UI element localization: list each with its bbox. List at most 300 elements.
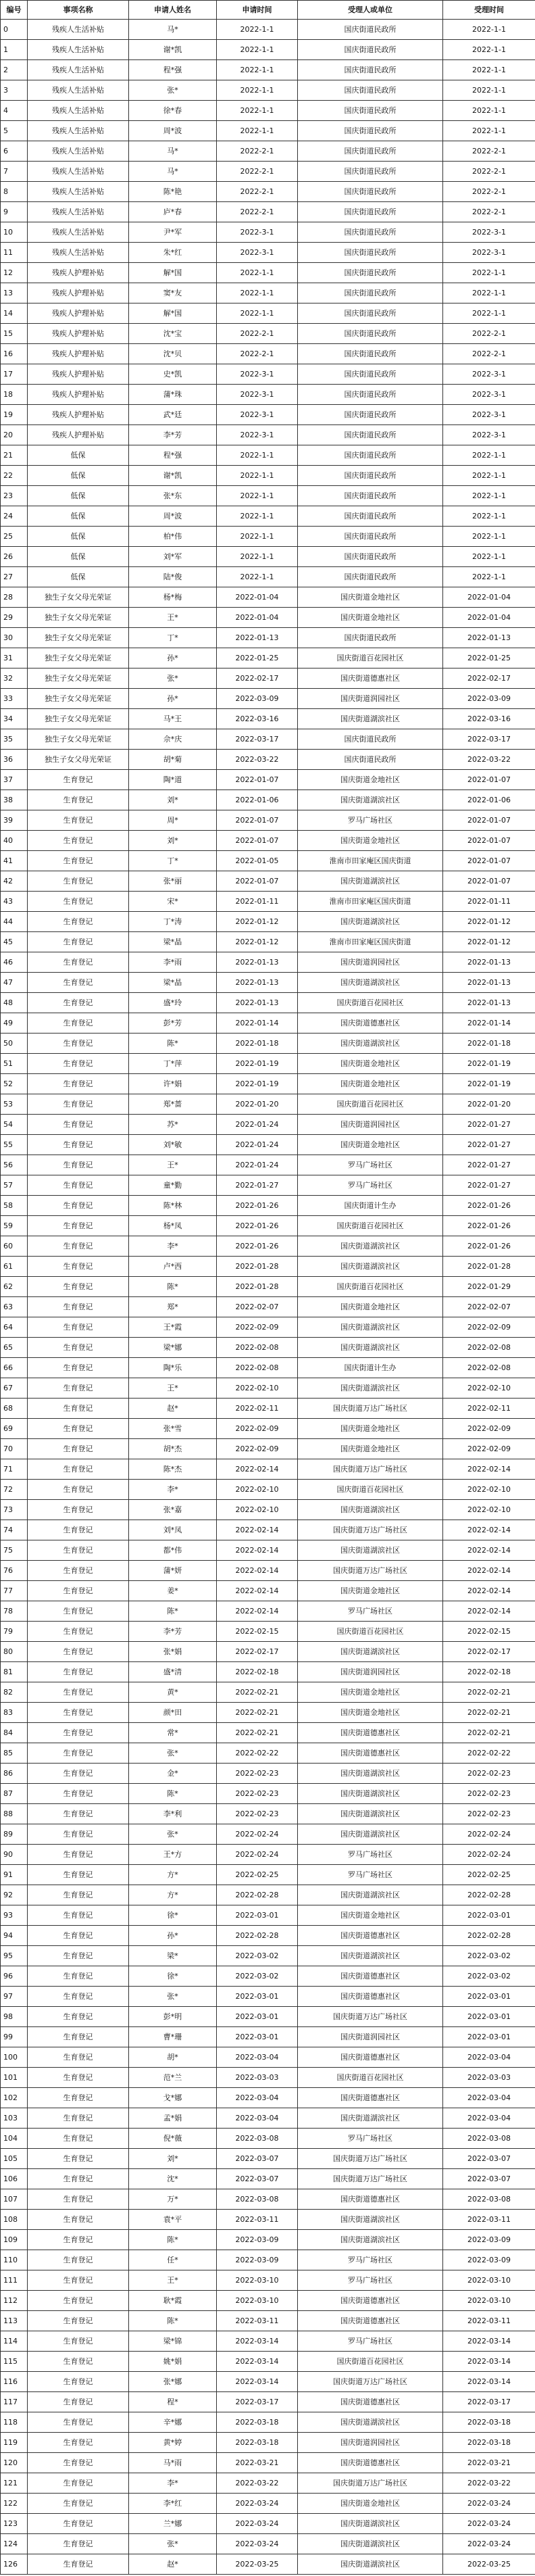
- cell-accept-date: 2022-03-25: [443, 2554, 535, 2575]
- cell-accept-date: 2022-03-10: [443, 2291, 535, 2311]
- cell-apply-date: 2022-03-08: [217, 2189, 298, 2210]
- cell-apply-date: 2022-01-28: [217, 1277, 298, 1297]
- cell-applicant: 张*东: [129, 486, 217, 506]
- cell-id: 122: [1, 2494, 28, 2514]
- cell-item-name: 低保: [28, 486, 129, 506]
- cell-item-name: 生育登记: [28, 973, 129, 993]
- cell-id: 30: [1, 628, 28, 648]
- table-row: [1, 405, 535, 425]
- cell-accept-date: 2022-02-14: [443, 1601, 535, 1622]
- table-row: [1, 466, 535, 486]
- cell-handler: 国庆街道德惠社区: [298, 2047, 443, 2068]
- cell-item-name: 生育登记: [28, 1824, 129, 1845]
- cell-id: 39: [1, 810, 28, 831]
- cell-handler: 国庆街道金地社区: [298, 1703, 443, 1723]
- table-row: [1, 1845, 535, 1865]
- cell-accept-date: 2022-02-14: [443, 1561, 535, 1581]
- cell-applicant: 赵*: [129, 1399, 217, 1419]
- cell-accept-date: 2022-1-1: [443, 445, 535, 466]
- cell-accept-date: 2022-01-27: [443, 1175, 535, 1196]
- cell-applicant: 张*: [129, 80, 217, 101]
- cell-id: 55: [1, 1135, 28, 1155]
- cell-item-name: 生育登记: [28, 2250, 129, 2270]
- table-row: [1, 2047, 535, 2068]
- cell-handler: 国庆街道民政所: [298, 60, 443, 80]
- cell-item-name: 生育登记: [28, 2453, 129, 2473]
- cell-apply-date: 2022-03-10: [217, 2270, 298, 2291]
- cell-handler: 国庆街道民政所: [298, 222, 443, 243]
- cell-handler: 国庆街道民政所: [298, 486, 443, 506]
- cell-id: 65: [1, 1338, 28, 1358]
- cell-accept-date: 2022-03-17: [443, 729, 535, 750]
- cell-accept-date: 2022-03-02: [443, 1966, 535, 1987]
- cell-applicant: 张*嘉: [129, 1500, 217, 1520]
- cell-applicant: 徐*: [129, 1905, 217, 1926]
- cell-item-name: 独生子女父母光荣证: [28, 648, 129, 669]
- table-row: [1, 1987, 535, 2007]
- cell-id: 60: [1, 1236, 28, 1257]
- cell-apply-date: 2022-01-12: [217, 932, 298, 952]
- cell-applicant: 曹*珊: [129, 2027, 217, 2047]
- cell-accept-date: 2022-03-24: [443, 2514, 535, 2534]
- table-row: [1, 324, 535, 344]
- cell-handler: 国庆街道民政所: [298, 750, 443, 770]
- cell-applicant: 蒲*妍: [129, 1561, 217, 1581]
- table-row: [1, 1480, 535, 1500]
- cell-apply-date: 2022-03-24: [217, 2514, 298, 2534]
- cell-applicant: 刘*: [129, 790, 217, 810]
- cell-id: 35: [1, 729, 28, 750]
- table-row: [1, 1094, 535, 1115]
- cell-applicant: 沈*: [129, 2169, 217, 2189]
- cell-id: 101: [1, 2068, 28, 2088]
- cell-apply-date: 2022-02-11: [217, 1399, 298, 1419]
- table-row: [1, 243, 535, 263]
- cell-handler: 国庆街道百花园社区: [298, 1277, 443, 1297]
- cell-apply-date: 2022-02-14: [217, 1520, 298, 1540]
- table-row: [1, 2007, 535, 2027]
- cell-apply-date: 2022-03-16: [217, 709, 298, 729]
- cell-handler: 国庆街道民政所: [298, 567, 443, 587]
- cell-handler: 国庆街道德惠社区: [298, 669, 443, 689]
- cell-handler: 国庆街道湖滨社区: [298, 1378, 443, 1399]
- cell-accept-date: 2022-01-13: [443, 952, 535, 973]
- cell-accept-date: 2022-1-1: [443, 40, 535, 60]
- cell-applicant: 宋*: [129, 892, 217, 912]
- cell-accept-date: 2022-03-09: [443, 2230, 535, 2250]
- cell-id: 24: [1, 506, 28, 527]
- cell-apply-date: 2022-1-1: [217, 506, 298, 527]
- cell-item-name: 生育登记: [28, 2270, 129, 2291]
- cell-handler: 国庆街道金地社区: [298, 1135, 443, 1155]
- table-row: [1, 1946, 535, 1966]
- cell-handler: 国庆街道万达广场社区: [298, 2007, 443, 2027]
- header-row: [1, 1, 535, 20]
- cell-applicant: 王*: [129, 2270, 217, 2291]
- cell-item-name: 生育登记: [28, 1581, 129, 1601]
- cell-id: 74: [1, 1520, 28, 1540]
- cell-accept-date: 2022-02-18: [443, 1662, 535, 1682]
- cell-item-name: 生育登记: [28, 1500, 129, 1520]
- cell-apply-date: 2022-02-14: [217, 1459, 298, 1480]
- cell-handler: 国庆街道湖滨社区: [298, 1946, 443, 1966]
- cell-accept-date: 2022-03-22: [443, 750, 535, 770]
- cell-apply-date: 2022-02-14: [217, 1581, 298, 1601]
- cell-id: 93: [1, 1905, 28, 1926]
- cell-apply-date: 2022-03-11: [217, 2311, 298, 2331]
- cell-id: 20: [1, 425, 28, 445]
- cell-handler: 国庆街道金地社区: [298, 1419, 443, 1439]
- cell-handler: 国庆街道润园社区: [298, 689, 443, 709]
- cell-applicant: 卢*西: [129, 1257, 217, 1277]
- cell-id: 113: [1, 2311, 28, 2331]
- cell-accept-date: 2022-01-27: [443, 1135, 535, 1155]
- cell-accept-date: 2022-01-19: [443, 1074, 535, 1094]
- cell-accept-date: 2022-03-11: [443, 2210, 535, 2230]
- cell-accept-date: 2022-03-01: [443, 2007, 535, 2027]
- table-row: [1, 162, 535, 182]
- cell-applicant: 李*: [129, 1480, 217, 1500]
- cell-id: 84: [1, 1723, 28, 1743]
- cell-applicant: 张*: [129, 1743, 217, 1764]
- cell-handler: 国庆街道民政所: [298, 101, 443, 121]
- cell-applicant: 黄*: [129, 1682, 217, 1703]
- cell-handler: 国庆街道湖滨社区: [298, 912, 443, 932]
- cell-id: 83: [1, 1703, 28, 1723]
- cell-apply-date: 2022-03-21: [217, 2453, 298, 2473]
- cell-apply-date: 2022-2-1: [217, 182, 298, 202]
- table-row: [1, 1905, 535, 1926]
- cell-item-name: 低保: [28, 527, 129, 547]
- table-row: [1, 2311, 535, 2331]
- cell-id: 116: [1, 2372, 28, 2392]
- table-row: [1, 60, 535, 80]
- cell-handler: 国庆街道德惠社区: [298, 2392, 443, 2412]
- cell-accept-date: 2022-03-07: [443, 2149, 535, 2169]
- cell-item-name: 生育登记: [28, 2291, 129, 2311]
- table-row: [1, 2129, 535, 2149]
- cell-accept-date: 2022-02-14: [443, 1520, 535, 1540]
- cell-applicant: 辛*娜: [129, 2412, 217, 2433]
- cell-apply-date: 2022-01-19: [217, 1074, 298, 1094]
- cell-applicant: 张*: [129, 1987, 217, 2007]
- table-row: [1, 567, 535, 587]
- cell-item-name: 残疾人护理补贴: [28, 283, 129, 303]
- cell-apply-date: 2022-02-10: [217, 1480, 298, 1500]
- table-row: [1, 344, 535, 364]
- cell-accept-date: 2022-01-06: [443, 790, 535, 810]
- cell-applicant: 陈*: [129, 1601, 217, 1622]
- cell-id: 95: [1, 1946, 28, 1966]
- cell-item-name: 残疾人护理补贴: [28, 425, 129, 445]
- cell-id: 36: [1, 750, 28, 770]
- cell-apply-date: 2022-01-07: [217, 871, 298, 892]
- cell-item-name: 生育登记: [28, 831, 129, 851]
- cell-id: 44: [1, 912, 28, 932]
- cell-apply-date: 2022-2-1: [217, 202, 298, 222]
- cell-item-name: 残疾人生活补贴: [28, 202, 129, 222]
- cell-applicant: 万*: [129, 2189, 217, 2210]
- cell-id: 54: [1, 1115, 28, 1135]
- cell-item-name: 残疾人生活补贴: [28, 182, 129, 202]
- cell-handler: 国庆街道湖滨社区: [298, 2534, 443, 2554]
- cell-id: 108: [1, 2210, 28, 2230]
- table-row: [1, 1824, 535, 1845]
- cell-item-name: 生育登记: [28, 1155, 129, 1175]
- cell-item-name: 生育登记: [28, 1074, 129, 1094]
- cell-item-name: 生育登记: [28, 2514, 129, 2534]
- cell-item-name: 生育登记: [28, 1094, 129, 1115]
- table-row: [1, 1682, 535, 1703]
- cell-id: 34: [1, 709, 28, 729]
- cell-applicant: 陈*: [129, 2311, 217, 2331]
- cell-id: 111: [1, 2270, 28, 2291]
- cell-item-name: 生育登记: [28, 871, 129, 892]
- cell-accept-date: 2022-03-10: [443, 2270, 535, 2291]
- cell-item-name: 生育登记: [28, 1885, 129, 1905]
- table-row: [1, 871, 535, 892]
- cell-apply-date: 2022-02-10: [217, 1378, 298, 1399]
- table-row: [1, 2453, 535, 2473]
- cell-item-name: 生育登记: [28, 993, 129, 1013]
- cell-item-name: 低保: [28, 547, 129, 567]
- cell-item-name: 残疾人生活补贴: [28, 141, 129, 162]
- cell-item-name: 生育登记: [28, 1257, 129, 1277]
- cell-id: 100: [1, 2047, 28, 2068]
- cell-accept-date: 2022-1-1: [443, 303, 535, 324]
- cell-applicant: 李*利: [129, 1804, 217, 1824]
- table-row: [1, 709, 535, 729]
- cell-handler: 国庆街道万达广场社区: [298, 2473, 443, 2494]
- cell-item-name: 生育登记: [28, 2554, 129, 2575]
- cell-accept-date: 2022-03-18: [443, 2433, 535, 2453]
- cell-apply-date: 2022-3-1: [217, 222, 298, 243]
- cell-apply-date: 2022-01-06: [217, 790, 298, 810]
- cell-handler: 国庆街道百花园社区: [298, 993, 443, 1013]
- cell-accept-date: 2022-02-14: [443, 1540, 535, 1561]
- cell-id: 31: [1, 648, 28, 669]
- cell-handler: 国庆街道金地社区: [298, 1905, 443, 1926]
- cell-item-name: 生育登记: [28, 2534, 129, 2554]
- cell-item-name: 生育登记: [28, 2129, 129, 2149]
- cell-handler: 国庆街道湖滨社区: [298, 1804, 443, 1824]
- cell-applicant: 武*廷: [129, 405, 217, 425]
- cell-id: 102: [1, 2088, 28, 2108]
- cell-apply-date: 2022-02-25: [217, 1865, 298, 1885]
- cell-apply-date: 2022-02-17: [217, 1642, 298, 1662]
- cell-id: 14: [1, 303, 28, 324]
- cell-apply-date: 2022-03-09: [217, 2250, 298, 2270]
- table-row: [1, 608, 535, 628]
- cell-id: 90: [1, 1845, 28, 1865]
- cell-accept-date: 2022-03-03: [443, 2068, 535, 2088]
- cell-apply-date: 2022-2-1: [217, 344, 298, 364]
- cell-accept-date: 2022-01-13: [443, 973, 535, 993]
- cell-id: 58: [1, 1196, 28, 1216]
- cell-accept-date: 2022-03-02: [443, 1946, 535, 1966]
- cell-id: 59: [1, 1216, 28, 1236]
- cell-apply-date: 2022-02-23: [217, 1764, 298, 1784]
- cell-item-name: 生育登记: [28, 1175, 129, 1196]
- cell-id: 33: [1, 689, 28, 709]
- table-row: [1, 202, 535, 222]
- cell-item-name: 残疾人生活补贴: [28, 80, 129, 101]
- cell-handler: 国庆街道民政所: [298, 547, 443, 567]
- cell-item-name: 生育登记: [28, 2494, 129, 2514]
- cell-accept-date: 2022-2-1: [443, 141, 535, 162]
- cell-accept-date: 2022-01-25: [443, 648, 535, 669]
- cell-id: 26: [1, 547, 28, 567]
- cell-apply-date: 2022-01-14: [217, 1013, 298, 1034]
- table-row: [1, 1723, 535, 1743]
- table-header: [1, 1, 535, 20]
- cell-item-name: 生育登记: [28, 1277, 129, 1297]
- cell-item-name: 生育登记: [28, 2189, 129, 2210]
- table-row: [1, 2352, 535, 2372]
- cell-handler: 国庆街道德惠社区: [298, 1987, 443, 2007]
- cell-applicant: 戈*娜: [129, 2088, 217, 2108]
- cell-apply-date: 2022-02-08: [217, 1338, 298, 1358]
- cell-id: 80: [1, 1642, 28, 1662]
- cell-apply-date: 2022-02-14: [217, 1540, 298, 1561]
- cell-applicant: 李*: [129, 1236, 217, 1257]
- cell-applicant: 孙*: [129, 1926, 217, 1946]
- cell-apply-date: 2022-03-24: [217, 2534, 298, 2554]
- cell-id: 106: [1, 2169, 28, 2189]
- cell-handler: 国庆街道德惠社区: [298, 2088, 443, 2108]
- cell-id: 62: [1, 1277, 28, 1297]
- cell-handler: 国庆街道民政所: [298, 80, 443, 101]
- cell-applicant: 陆*俊: [129, 567, 217, 587]
- table-row: [1, 1459, 535, 1480]
- cell-apply-date: 2022-01-26: [217, 1236, 298, 1257]
- cell-handler: 国庆街道湖滨社区: [298, 1500, 443, 1520]
- header-item-name: 事项名称: [28, 1, 129, 20]
- cell-handler: 淮南市田家庵区国庆街道: [298, 932, 443, 952]
- cell-accept-date: 2022-03-14: [443, 2372, 535, 2392]
- cell-accept-date: 2022-01-27: [443, 1155, 535, 1175]
- cell-item-name: 生育登记: [28, 1196, 129, 1216]
- cell-accept-date: 2022-2-1: [443, 162, 535, 182]
- cell-applicant: 李*芳: [129, 425, 217, 445]
- table-row: [1, 1135, 535, 1155]
- cell-item-name: 残疾人生活补贴: [28, 121, 129, 141]
- cell-accept-date: 2022-02-09: [443, 1419, 535, 1439]
- cell-accept-date: 2022-01-26: [443, 1196, 535, 1216]
- cell-apply-date: 2022-02-28: [217, 1926, 298, 1946]
- table-row: [1, 1865, 535, 1885]
- table-row: [1, 527, 535, 547]
- cell-applicant: 盛*玲: [129, 993, 217, 1013]
- cell-applicant: 王*: [129, 1155, 217, 1175]
- cell-id: 61: [1, 1257, 28, 1277]
- table-row: [1, 101, 535, 121]
- cell-handler: 国庆街道民政所: [298, 628, 443, 648]
- cell-applicant: 盛*清: [129, 1662, 217, 1682]
- cell-id: 85: [1, 1743, 28, 1764]
- cell-id: 91: [1, 1865, 28, 1885]
- cell-item-name: 生育登记: [28, 1419, 129, 1439]
- cell-accept-date: 2022-03-04: [443, 2047, 535, 2068]
- table-row: [1, 952, 535, 973]
- cell-apply-date: 2022-03-14: [217, 2372, 298, 2392]
- cell-item-name: 残疾人护理补贴: [28, 364, 129, 385]
- cell-applicant: 许*娟: [129, 1074, 217, 1094]
- cell-handler: 罗马广场社区: [298, 1175, 443, 1196]
- cell-accept-date: 2022-1-1: [443, 101, 535, 121]
- cell-handler: 国庆街道湖滨社区: [298, 1540, 443, 1561]
- cell-applicant: 陈*: [129, 1277, 217, 1297]
- cell-id: 11: [1, 243, 28, 263]
- table-row: [1, 182, 535, 202]
- cell-item-name: 独生子女父母光荣证: [28, 729, 129, 750]
- cell-handler: 国庆街道湖滨社区: [298, 2554, 443, 2575]
- table-row: [1, 1277, 535, 1297]
- cell-handler: 罗马广场社区: [298, 2331, 443, 2352]
- table-row: [1, 1317, 535, 1338]
- cell-accept-date: 2022-01-11: [443, 892, 535, 912]
- cell-apply-date: 2022-01-24: [217, 1135, 298, 1155]
- cell-item-name: 生育登记: [28, 1378, 129, 1399]
- cell-handler: 国庆街道民政所: [298, 466, 443, 486]
- table-row: [1, 40, 535, 60]
- cell-item-name: 生育登记: [28, 1764, 129, 1784]
- table-row: [1, 445, 535, 466]
- cell-handler: 国庆街道民政所: [298, 385, 443, 405]
- cell-applicant: 郑*蔷: [129, 1094, 217, 1115]
- table-row: [1, 810, 535, 831]
- cell-item-name: 生育登记: [28, 2047, 129, 2068]
- cell-accept-date: 2022-01-19: [443, 1054, 535, 1074]
- cell-applicant: 兰*娜: [129, 2514, 217, 2534]
- table-row: [1, 1743, 535, 1764]
- table-row: [1, 2088, 535, 2108]
- table-row: [1, 790, 535, 810]
- cell-handler: 国庆街道民政所: [298, 344, 443, 364]
- cell-handler: 国庆街道民政所: [298, 364, 443, 385]
- cell-accept-date: 2022-01-07: [443, 810, 535, 831]
- cell-applicant: 沈*宝: [129, 324, 217, 344]
- cell-applicant: 程*强: [129, 445, 217, 466]
- cell-item-name: 独生子女父母光荣证: [28, 587, 129, 608]
- cell-accept-date: 2022-02-10: [443, 1500, 535, 1520]
- cell-apply-date: 2022-1-1: [217, 303, 298, 324]
- cell-accept-date: 2022-03-04: [443, 2088, 535, 2108]
- cell-accept-date: 2022-01-14: [443, 1013, 535, 1034]
- cell-item-name: 生育登记: [28, 1317, 129, 1338]
- cell-applicant: 徐*: [129, 1966, 217, 1987]
- table-row: [1, 669, 535, 689]
- cell-handler: 国庆街道湖滨社区: [298, 790, 443, 810]
- cell-apply-date: 2022-03-07: [217, 2149, 298, 2169]
- cell-applicant: 王*方: [129, 1845, 217, 1865]
- table-row: [1, 628, 535, 648]
- table-row: [1, 2514, 535, 2534]
- table-row: [1, 1662, 535, 1682]
- cell-accept-date: 2022-02-07: [443, 1297, 535, 1317]
- cell-item-name: 生育登记: [28, 1804, 129, 1824]
- table-row: [1, 2534, 535, 2554]
- cell-item-name: 生育登记: [28, 1135, 129, 1155]
- cell-applicant: 童*勤: [129, 1175, 217, 1196]
- table-row: [1, 1257, 535, 1277]
- cell-item-name: 独生子女父母光荣证: [28, 628, 129, 648]
- table-row: [1, 303, 535, 324]
- table-row: [1, 1439, 535, 1459]
- cell-id: 7: [1, 162, 28, 182]
- cell-applicant: 彭*芳: [129, 1013, 217, 1034]
- cell-accept-date: 2022-01-13: [443, 628, 535, 648]
